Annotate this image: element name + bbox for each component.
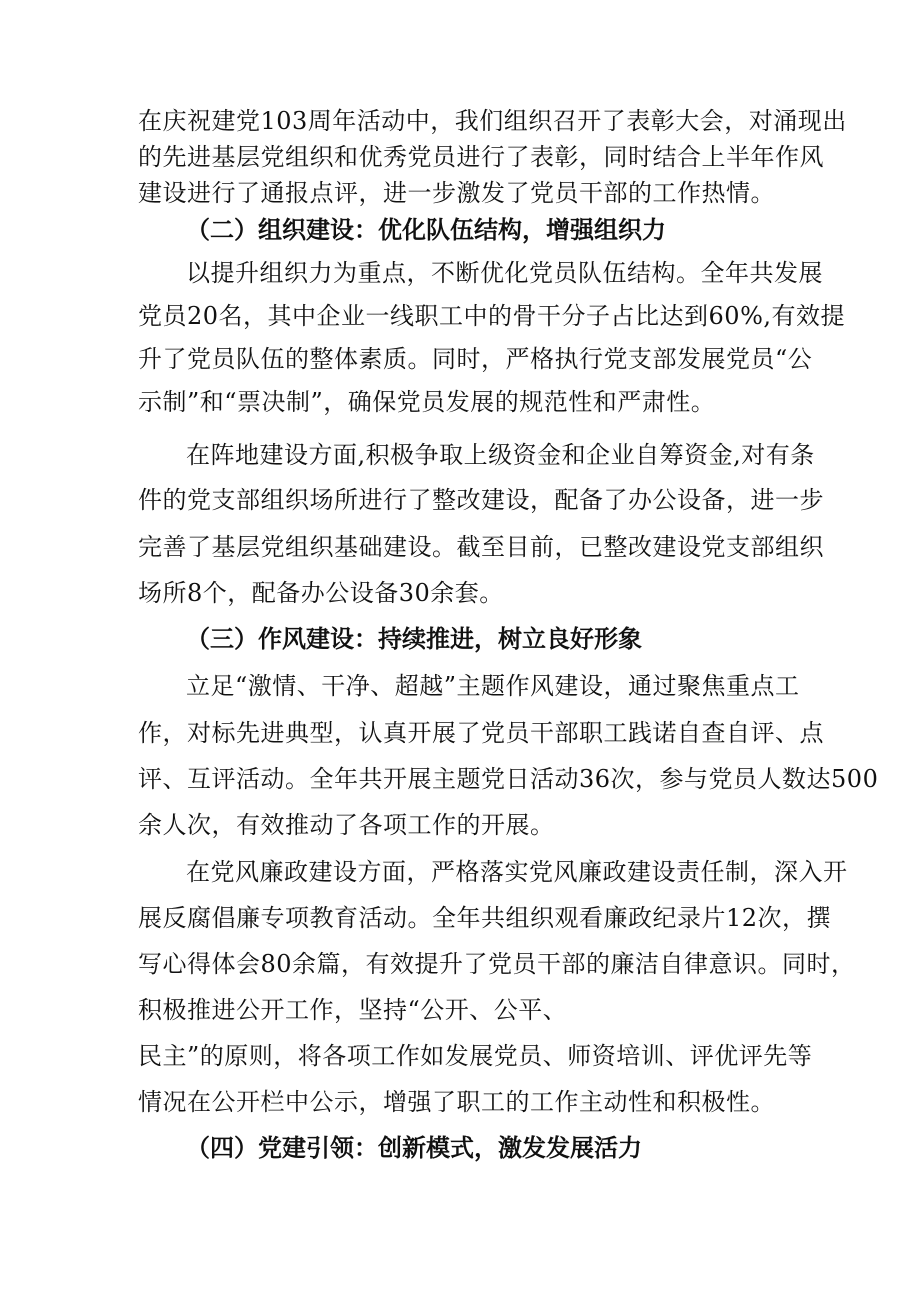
paragraph-line: 评、互评活动。全年共开展主题党日活动36次，参与党员人数达500: [138, 765, 879, 793]
paragraph-line: 立足“激情、干净、超越”主题作风建设，通过聚焦重点工: [186, 672, 800, 700]
section-heading: （三）作风建设：持续推进，树立良好形象: [186, 625, 642, 653]
paragraph-line: 完善了基层党组织基础建设。截至目前，已整改建设党支部组织: [138, 533, 824, 561]
paragraph-line: 余人次，有效推动了各项工作的开展。: [138, 811, 555, 839]
paragraph-line: 升了党员队伍的整体素质。同时，严格执行党支部发展党员“公: [138, 345, 813, 373]
paragraph-line: 在阵地建设方面,积极争取上级资金和企业自筹资金,对有条: [186, 441, 815, 469]
paragraph-line: 在党风廉政建设方面，严格落实党风廉政建设责任制，深入开: [186, 858, 848, 886]
paragraph-line: 民主”的原则，将各项工作如发展党员、师资培训、评优评先等: [138, 1042, 813, 1070]
paragraph-line: 写心得体会80余篇，有效提升了党员干部的廉洁自律意识。同时，: [138, 950, 856, 978]
paragraph-line: 积极推进公开工作，坚持“公开、公平、: [138, 996, 568, 1024]
paragraph-line: 党员20名，其中企业一线职工中的骨干分子占比达到60%,有效提: [138, 302, 846, 330]
paragraph-line: 示制”和“票决制”，确保党员发展的规范性和严肃性。: [138, 388, 716, 416]
paragraph-line: 的先进基层党组织和优秀党员进行了表彰，同时结合上半年作风: [138, 143, 824, 171]
paragraph-line: 以提升组织力为重点，不断优化党员队伍结构。全年共发展: [186, 259, 823, 287]
paragraph-line: 件的党支部组织场所进行了整改建设，配备了办公设备，进一步: [138, 486, 824, 514]
paragraph-line: 情况在公开栏中公示，增强了职工的工作主动性和积极性。: [138, 1088, 775, 1116]
section-heading: （二）组织建设：优化队伍结构，增强组织力: [186, 216, 666, 244]
paragraph-line: 场所8个，配备办公设备30余套。: [138, 579, 504, 607]
paragraph-line: 在庆祝建党103周年活动中，我们组织召开了表彰大会，对涌现出: [138, 107, 847, 135]
paragraph-line: 建设进行了通报点评，进一步激发了党员干部的工作热情。: [138, 179, 775, 207]
paragraph-line: 展反腐倡廉专项教育活动。全年共组织观看廉政纪录片12次，撰: [138, 904, 832, 932]
paragraph-line: 作，对标先进典型，认真开展了党员干部职工践诺自查自评、点: [138, 719, 824, 747]
section-heading: （四）党建引领：创新模式，激发发展活力: [186, 1134, 642, 1162]
